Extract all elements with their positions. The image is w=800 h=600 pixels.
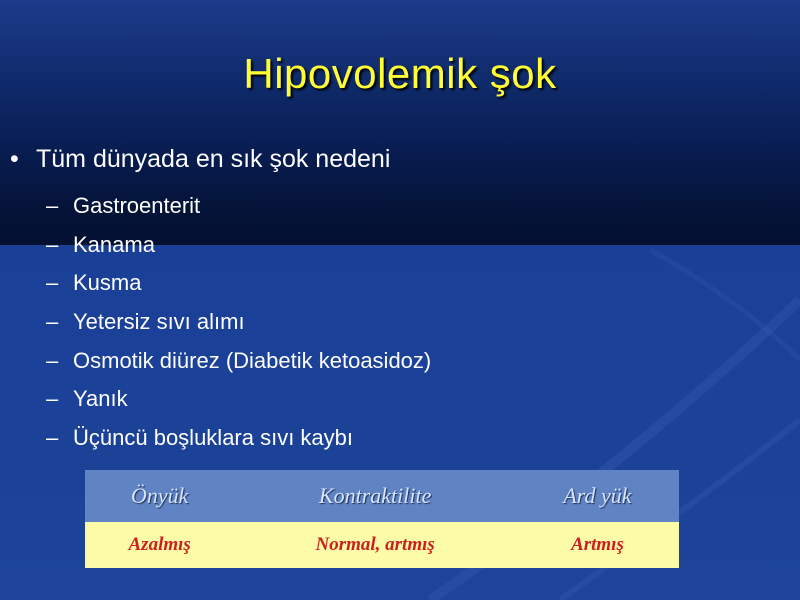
table-row — [85, 522, 679, 568]
hemodynamic-table — [85, 470, 679, 568]
dash-bullet: – — [46, 309, 59, 335]
list-item — [46, 229, 431, 268]
list-item-text: Kusma — [73, 270, 142, 296]
table-cell: Azalmış — [128, 534, 191, 555]
list-item-text: Yetersiz sıvı alımı — [73, 309, 245, 335]
bullet-dot: • — [10, 145, 19, 173]
list-item-text: Yanık — [73, 386, 128, 412]
slide-title: Hipovolemik şok — [243, 50, 557, 97]
dash-bullet: – — [46, 425, 59, 451]
list-item-text: Gastroenterit — [73, 193, 201, 218]
list-item — [46, 190, 431, 229]
table — [85, 470, 679, 568]
list-item — [46, 383, 431, 422]
list-item-text: Üçüncü boşluklara sıvı kaybı — [73, 425, 354, 451]
dash-bullet: – — [46, 386, 59, 412]
table-header-row — [85, 470, 679, 522]
main-bullet-text: Tüm dünyada en sık şok nedeni — [36, 145, 391, 173]
list-item — [46, 306, 431, 345]
table-cell: Artmış — [571, 534, 624, 555]
dash-bullet: – — [46, 193, 59, 218]
list-item-text: Osmotik diürez (Diabetik ketoasidoz) — [73, 347, 432, 373]
table-header-cell: Kontraktilite — [318, 483, 432, 508]
main-bullet — [10, 145, 390, 174]
sub-bullet-list — [46, 190, 431, 461]
table-header-cell: Ard yük — [563, 483, 632, 508]
table-cell: Normal, artmış — [315, 534, 435, 555]
list-item — [46, 267, 431, 306]
dash-bullet: – — [46, 347, 59, 373]
list-item — [46, 345, 431, 384]
list-item — [46, 422, 431, 461]
list-item-text: Kanama — [73, 231, 155, 257]
dash-bullet: – — [46, 270, 59, 296]
dash-bullet: – — [46, 231, 59, 257]
table-header-cell: Önyük — [130, 483, 189, 508]
